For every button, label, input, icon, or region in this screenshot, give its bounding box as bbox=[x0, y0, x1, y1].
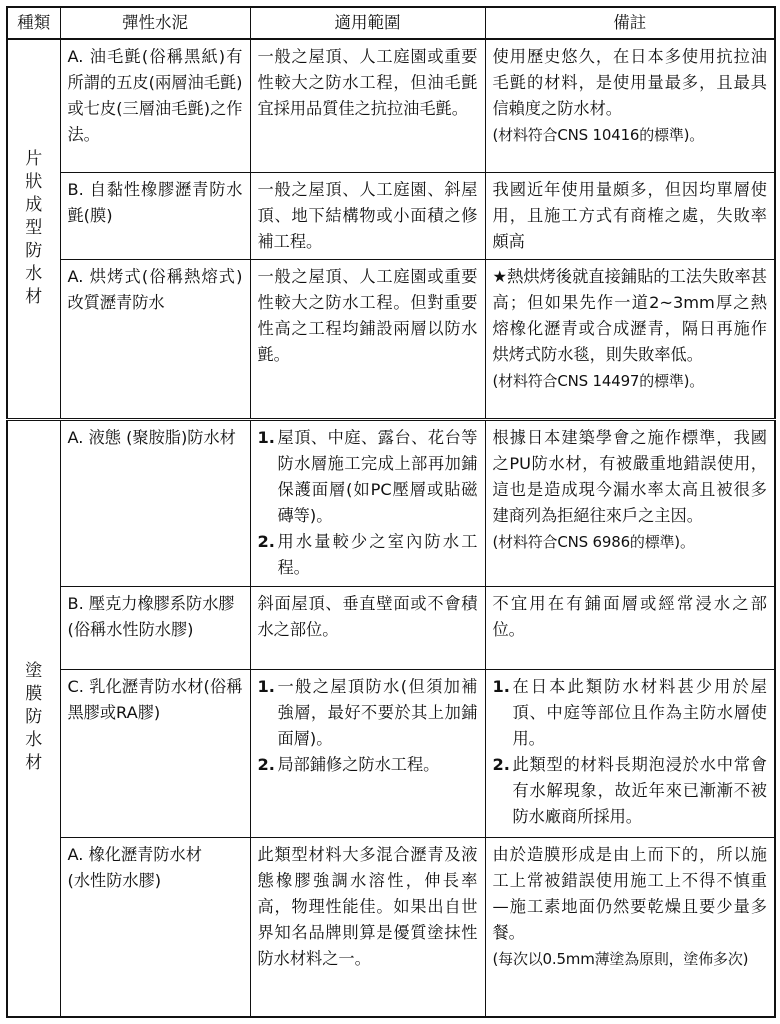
note-text: 由於造膜形成是由上而下的，所以施工上常被錯誤使用施工上不得不慎重—施工素地面仍然要乾燥且要少量多餐。 bbox=[492, 844, 767, 942]
material-cell: A. 油毛氈(俗稱黑紙)有所謂的五皮(兩層油毛氈)或七皮(三層油毛氈)之作法。 bbox=[60, 39, 250, 172]
item-text: 屋頂、中庭、露台、花台等防水層施工完成上部再加鋪保護面層(如PC壓層或貼磁磚等)。 bbox=[277, 427, 478, 525]
scope-cell: 一般之屋頂、人工庭園、斜屋頂、地下結構物或小面積之修補工程。 bbox=[250, 172, 485, 259]
note-standard: (材料符合CNS 10416的標準)。 bbox=[492, 126, 705, 144]
note-cell bbox=[485, 259, 775, 419]
material-cell: A. 液態 (聚胺脂)防水材 bbox=[60, 419, 250, 586]
note-method: (每次以0.5mm薄塗為原則，塗佈多次) bbox=[492, 949, 749, 968]
table-row bbox=[7, 669, 775, 837]
scope-cell: 一般之屋頂、人工庭園或重要性較大之防水工程。但對重要性高之工程均鋪設兩層以防水氈。 bbox=[250, 259, 485, 419]
note-standard: (材料符合CNS 6986的標準)。 bbox=[492, 532, 695, 551]
table-row bbox=[7, 39, 775, 172]
note-cell bbox=[485, 669, 775, 837]
material-cell: B. 自黏性橡膠瀝青防水氈(膜) bbox=[60, 172, 250, 259]
note-cell: 不宜用在有鋪面層或經常浸水之部位。 bbox=[485, 586, 775, 669]
material-cell bbox=[60, 837, 250, 1017]
header-note: 備註 bbox=[485, 7, 775, 39]
list-item bbox=[493, 674, 768, 752]
scope-list bbox=[258, 674, 478, 778]
item-number: 2. bbox=[257, 754, 275, 774]
header-category: 種類 bbox=[7, 7, 60, 39]
category-sheet bbox=[7, 39, 60, 419]
category-coating bbox=[7, 419, 60, 1017]
category-label: 塗膜防水材 bbox=[25, 661, 43, 774]
scope-list bbox=[258, 425, 478, 581]
item-number: 2. bbox=[492, 754, 510, 774]
note-list bbox=[493, 674, 768, 830]
material-cell bbox=[60, 586, 250, 669]
material-text: B. 壓克力橡膠系防水膠 bbox=[67, 593, 235, 613]
table-row bbox=[7, 837, 775, 1017]
note-standard: (材料符合CNS 14497的標準)。 bbox=[492, 371, 705, 390]
table-row bbox=[7, 586, 775, 669]
item-number: 1. bbox=[492, 676, 510, 696]
list-item bbox=[258, 674, 478, 752]
header-scope: 適用範圍 bbox=[250, 7, 485, 39]
waterproofing-table bbox=[6, 6, 776, 1018]
item-number: 2. bbox=[257, 531, 275, 551]
table-row bbox=[7, 172, 775, 259]
material-alias: (水性防水膠) bbox=[67, 870, 162, 890]
note-text: 使用歷史悠久，在日本多使用抗拉油毛氈的材料，是使用量最多，且最具信賴度之防水材。 bbox=[492, 47, 767, 118]
item-number: 1. bbox=[257, 427, 275, 447]
category-label: 片狀成型防水材 bbox=[25, 148, 43, 307]
item-number: 1. bbox=[257, 676, 275, 696]
table-row bbox=[7, 419, 775, 586]
list-item bbox=[258, 529, 478, 581]
header-material: 彈性水泥 bbox=[60, 7, 250, 39]
material-text: A. 橡化瀝青防水材 bbox=[67, 844, 202, 864]
material-alias: (俗稱水性防水膠) bbox=[67, 619, 194, 639]
scope-cell: 一般之屋頂、人工庭園或重要性較大之防水工程，但油毛氈宜採用品質佳之抗拉油毛氈。 bbox=[250, 39, 485, 172]
note-cell bbox=[485, 39, 775, 172]
item-text: 此類型的材料長期泡浸於水中常會有水解現象，故近年來已漸漸不被防水廠商所採用。 bbox=[512, 754, 767, 826]
table-row bbox=[7, 259, 775, 419]
scope-cell bbox=[250, 419, 485, 586]
list-item bbox=[258, 752, 478, 778]
note-cell bbox=[485, 837, 775, 1017]
item-text: 用水量較少之室內防水工程。 bbox=[277, 531, 478, 577]
scope-cell bbox=[250, 669, 485, 837]
list-item bbox=[493, 752, 768, 830]
item-text: 在日本此類防水材料甚少用於屋頂、中庭等部位且作為主防水層使用。 bbox=[512, 676, 767, 748]
scope-cell: 斜面屋頂、垂直壁面或不會積水之部位。 bbox=[250, 586, 485, 669]
note-cell bbox=[485, 419, 775, 586]
note-text: 根據日本建築學會之施作標準，我國之PU防水材，有被嚴重地錯誤使用，這也是造成現今漏水率太高且被很多建商列為拒絕往來戶之主因。 bbox=[492, 427, 767, 525]
material-cell: C. 乳化瀝青防水材(俗稱黑膠或RA膠) bbox=[60, 669, 250, 837]
scope-cell: 此類型材料大多混合瀝青及液態橡膠強調水溶性，伸長率高，物理性能佳。如果出自世界知名品牌則算是優質塗抹性防水材料之一。 bbox=[250, 837, 485, 1017]
note-text: ★熱烘烤後就直接鋪貼的工法失敗率甚高；但如果先作一道2~3mm厚之熱熔橡化瀝青或合成瀝青，隔日再施作烘烤式防水毯，則失敗率低。 bbox=[492, 266, 767, 364]
material-cell: A. 烘烤式(俗稱熱熔式)改質瀝青防水 bbox=[60, 259, 250, 419]
item-text: 一般之屋頂防水(但須加補強層，最好不要於其上加鋪面層)。 bbox=[277, 676, 478, 748]
note-cell: 我國近年使用量頗多，但因均單層使用，且施工方式有商榷之處，失敗率頗高 bbox=[485, 172, 775, 259]
header-row bbox=[7, 7, 775, 39]
item-text: 局部鋪修之防水工程。 bbox=[277, 754, 440, 774]
list-item bbox=[258, 425, 478, 529]
